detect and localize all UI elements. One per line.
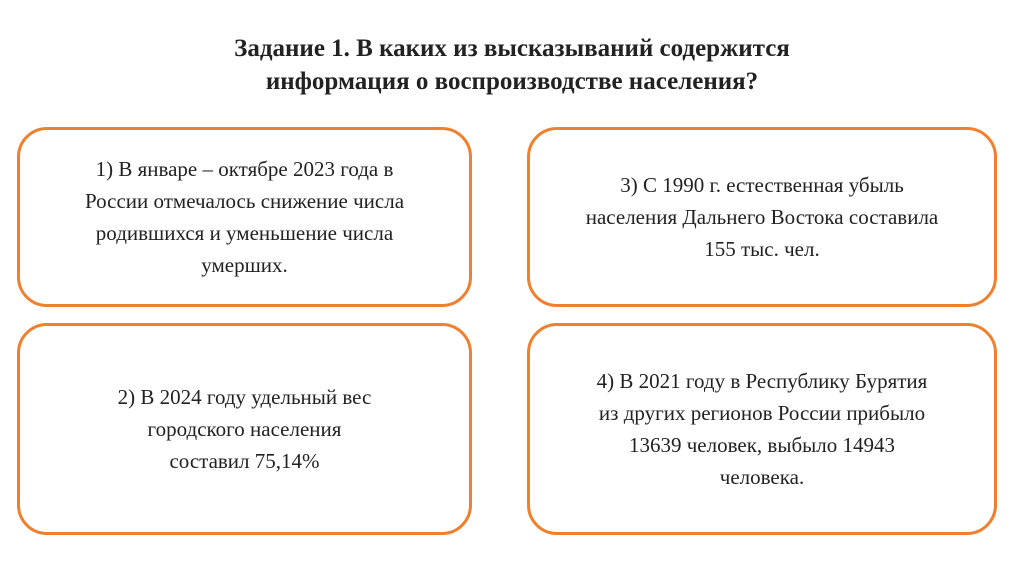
statement-card-2[interactable] [17,323,472,535]
statement-3-line: 155 тыс. чел. [704,237,820,261]
statement-2-text [118,381,372,477]
statement-4-line: 13639 человек, выбыло 14943 [629,433,895,457]
statement-2-line: составил 75,14% [169,449,320,473]
statement-card-1[interactable] [17,127,472,307]
statement-card-3[interactable] [527,127,997,307]
statement-4-line: 4) В 2021 году в Республику Бурятия [596,369,928,393]
statement-4-text [597,365,928,493]
statement-card-4[interactable] [527,323,997,535]
statement-3-text [586,169,939,265]
title-line-1: Задание 1. В каких из высказываний содержится [234,35,790,62]
statement-1-line: умерших. [201,253,288,277]
statement-4-line: из других регионов России прибыло [598,401,926,425]
statement-3-line: населения Дальнего Востока составила [585,205,939,229]
statement-1-line: 1) В январе – октябре 2023 года в [95,157,394,181]
statement-3-line: 3) С 1990 г. естественная убыль [620,173,904,197]
statement-1-line: родившихся и уменьшение числа [95,221,394,245]
statement-4-line: человека. [719,465,805,489]
statement-1-text [85,153,404,281]
statement-1-line: России отмечалось снижение числа [84,189,405,213]
statement-2-line: 2) В 2024 году удельный вес [117,385,372,409]
statement-2-line: городского населения [147,417,342,441]
page-title [0,32,1024,98]
title-line-2: информация о воспроизводстве населения? [265,68,759,95]
